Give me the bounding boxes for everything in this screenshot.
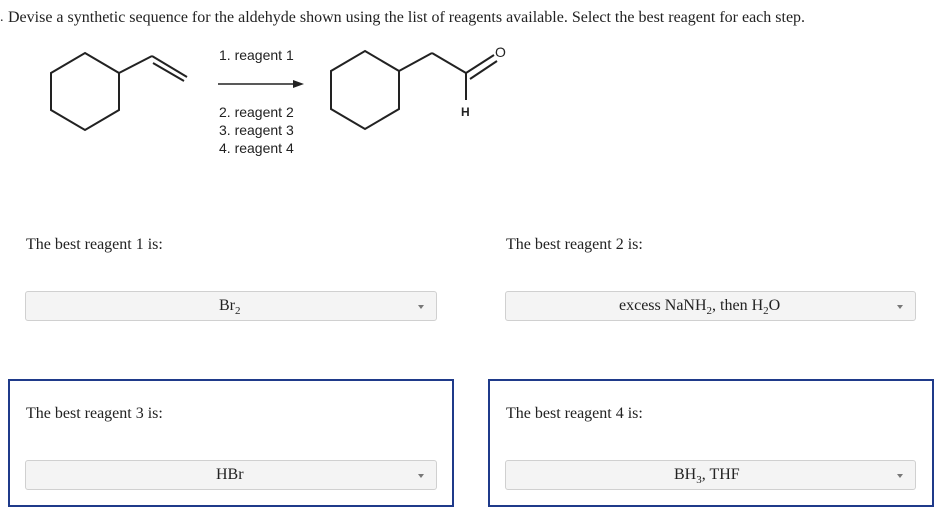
reagent-2-value: excess NaNH$_2$, then $H_2O$ [619,297,781,317]
starting-material-structure [51,53,187,130]
hydrogen-atom-label: H [461,105,470,119]
chevron-down-icon [418,474,424,478]
product-structure [331,51,497,129]
reagent-4-value: $BH_3$, THF [674,466,740,486]
reagent-1-label: The best reagent 1 is: [26,236,163,253]
reaction-arrow [218,80,304,88]
reaction-scheme [0,0,942,200]
reagent-3-value: HBr [216,466,244,483]
reagent-1-select[interactable] [25,291,437,321]
chevron-down-icon [897,305,903,309]
chevron-down-icon [418,305,424,309]
step-2-label: 2. reagent 2 [219,104,294,120]
step-4-label: 4. reagent 4 [219,140,294,156]
step-1-label: 1. reagent 1 [219,47,294,63]
question-bullet: . [0,10,4,25]
oxygen-atom-label: O [495,44,506,60]
reagent-2-label: The best reagent 2 is: [506,236,643,253]
reagent-1-value: $Br_2$ [219,297,241,317]
chevron-down-icon [897,474,903,478]
reagent-2-select[interactable] [505,291,916,321]
reagent-4-select[interactable] [505,460,916,490]
question-title: Devise a synthetic sequence for the aldehyde shown using the list of reagents available. Select the best reagent for each step. [8,9,806,26]
reagent-4-label: The best reagent 4 is: [506,405,643,422]
reagent-3-label: The best reagent 3 is: [26,405,163,422]
step-3-label: 3. reagent 3 [219,122,294,138]
reagent-3-select[interactable] [25,460,437,490]
